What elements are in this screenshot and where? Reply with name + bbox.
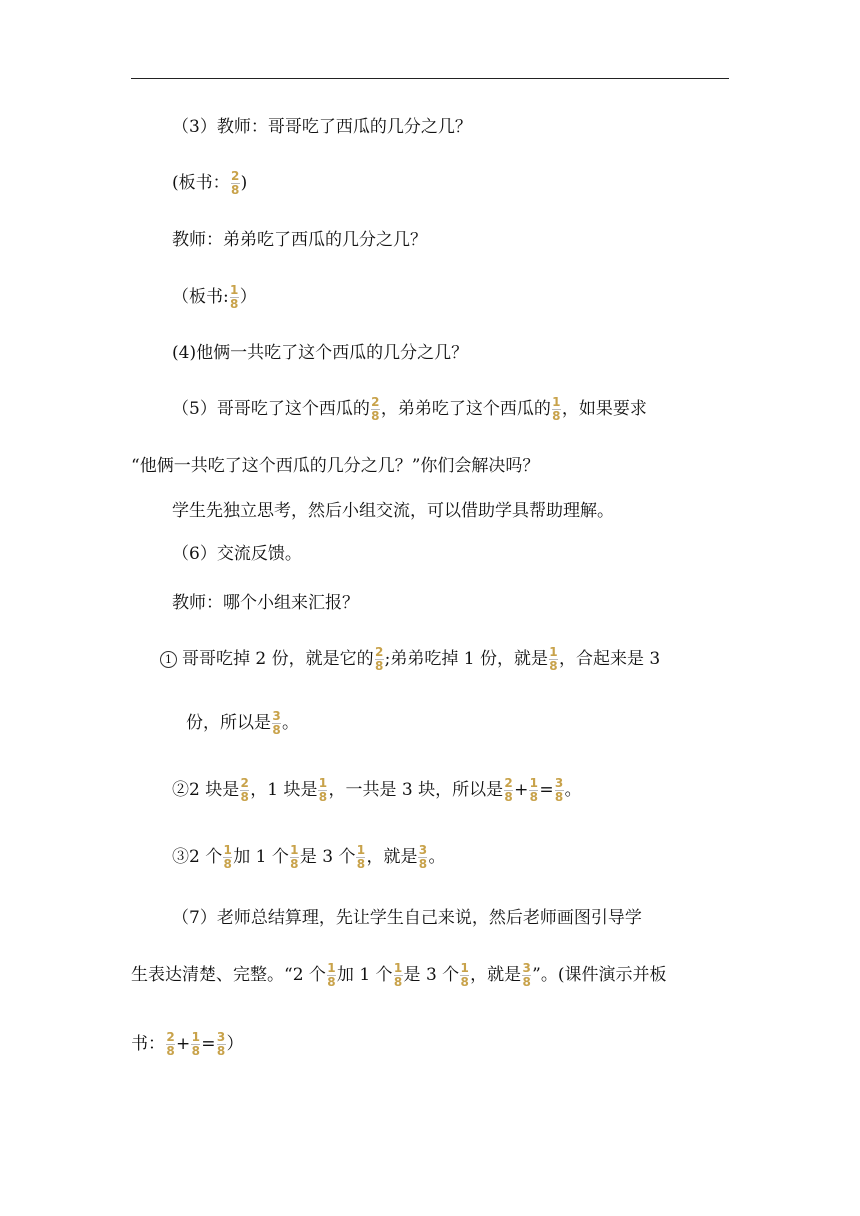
teacher-question-1: 教师：弟弟吃了西瓜的几分之几？ bbox=[172, 230, 427, 250]
fraction: $\frac{1}{8}$ bbox=[460, 961, 469, 989]
fraction: $\frac{1}{8}$ bbox=[191, 1030, 200, 1058]
fraction: $\frac{2}{8}$ bbox=[371, 395, 380, 423]
fraction: $\frac{1}{8}$ bbox=[223, 843, 232, 871]
board-note-1 bbox=[172, 169, 247, 197]
fraction: $\frac{2}{8}$ bbox=[240, 776, 249, 804]
method-2: ②2 块是 $\frac{2}{8}$ ，1 块是 $\frac{1}{8}$ ，一共是 3 块，所以是 $\frac{2}{8}$ + $\frac{1}{8}$ = $\frac{3}{8}$ 。 bbox=[172, 776, 582, 804]
method-3: ③2 个 $\frac{1}{8}$ 加 1 个 $\frac{1}{8}$ 是 3 个 $\frac{1}{8}$ ，就是 $\frac{3}{8}$ 。 bbox=[172, 843, 446, 871]
board-note-suffix: ) bbox=[240, 173, 248, 193]
header-rule bbox=[131, 78, 729, 79]
step-7-line-3: 书： $\frac{2}{8}$ + $\frac{1}{8}$ = $\frac{3}{8}$ ） bbox=[131, 1030, 244, 1058]
fraction: $\frac{1}{8}$ bbox=[393, 961, 403, 989]
fraction: $\frac{1}{8}$ bbox=[230, 283, 239, 311]
step-5-line-1: （5）哥哥吃了这个西瓜的 $\frac{2}{8}$ ，弟弟吃了这个西瓜的 $\frac{1}{8}$ ，如果要求 bbox=[172, 395, 647, 423]
fraction: $\frac{3}{8}$ bbox=[272, 709, 281, 737]
teacher-question-2: 教师：哪个小组来汇报？ bbox=[172, 593, 359, 613]
board-note-prefix: (板书： bbox=[172, 173, 230, 193]
board-note-2 bbox=[172, 283, 257, 311]
student-activity: 学生先独立思考，然后小组交流，可以借助学具帮助理解。 bbox=[172, 501, 614, 521]
fraction: $\frac{2}{8}$ bbox=[230, 169, 240, 197]
board-note-suffix: ） bbox=[239, 287, 257, 307]
step-5-line-2: “他俩一共吃了这个西瓜的几分之几？”你们会解决吗？ bbox=[131, 456, 540, 476]
fraction: $\frac{3}{8}$ bbox=[418, 843, 428, 871]
step-4-question: (4)他俩一共吃了这个西瓜的几分之几？ bbox=[172, 343, 469, 363]
fraction: $\frac{2}{8}$ bbox=[504, 776, 513, 804]
fraction: $\frac{3}{8}$ bbox=[554, 776, 564, 804]
fraction: $\frac{1}{8}$ bbox=[356, 843, 366, 871]
fraction: $\frac{2}{8}$ bbox=[166, 1030, 175, 1058]
fraction: $\frac{1}{8}$ bbox=[552, 395, 561, 423]
fraction: $\frac{1}{8}$ bbox=[318, 776, 328, 804]
step-3-question: （3）教师：哥哥吃了西瓜的几分之几？ bbox=[172, 117, 472, 137]
step-6-heading: （6）交流反馈。 bbox=[172, 544, 302, 564]
item-number-badge: 1 bbox=[160, 651, 177, 668]
fraction: $\frac{2}{8}$ bbox=[374, 645, 384, 673]
method-1-line-1: 1 哥哥吃掉 2 份，就是它的 $\frac{2}{8}$ ;弟弟吃掉 1 份，就是 $\frac{1}{8}$ ，合起来是 3 bbox=[160, 645, 660, 673]
fraction: $\frac{1}{8}$ bbox=[549, 645, 558, 673]
step-7-line-2: 生表达清楚、完整。“2 个 $\frac{1}{8}$ 加 1 个 $\frac{1}{8}$ 是 3 个 $\frac{1}{8}$ ，就是 $\frac{3}{8}$ ”。(课件演示并板 bbox=[131, 961, 667, 989]
fraction: $\frac{1}{8}$ bbox=[529, 776, 539, 804]
fraction: $\frac{3}{8}$ bbox=[216, 1030, 226, 1058]
fraction: $\frac{1}{8}$ bbox=[327, 961, 336, 989]
step-7-line-1: （7）老师总结算理，先让学生自己来说，然后老师画图引导学 bbox=[172, 908, 642, 928]
method-1-line-2: 份，所以是 $\frac{3}{8}$ 。 bbox=[186, 709, 299, 737]
board-note-prefix: （板书: bbox=[172, 287, 229, 307]
fraction: $\frac{1}{8}$ bbox=[290, 843, 299, 871]
fraction: $\frac{3}{8}$ bbox=[522, 961, 531, 989]
